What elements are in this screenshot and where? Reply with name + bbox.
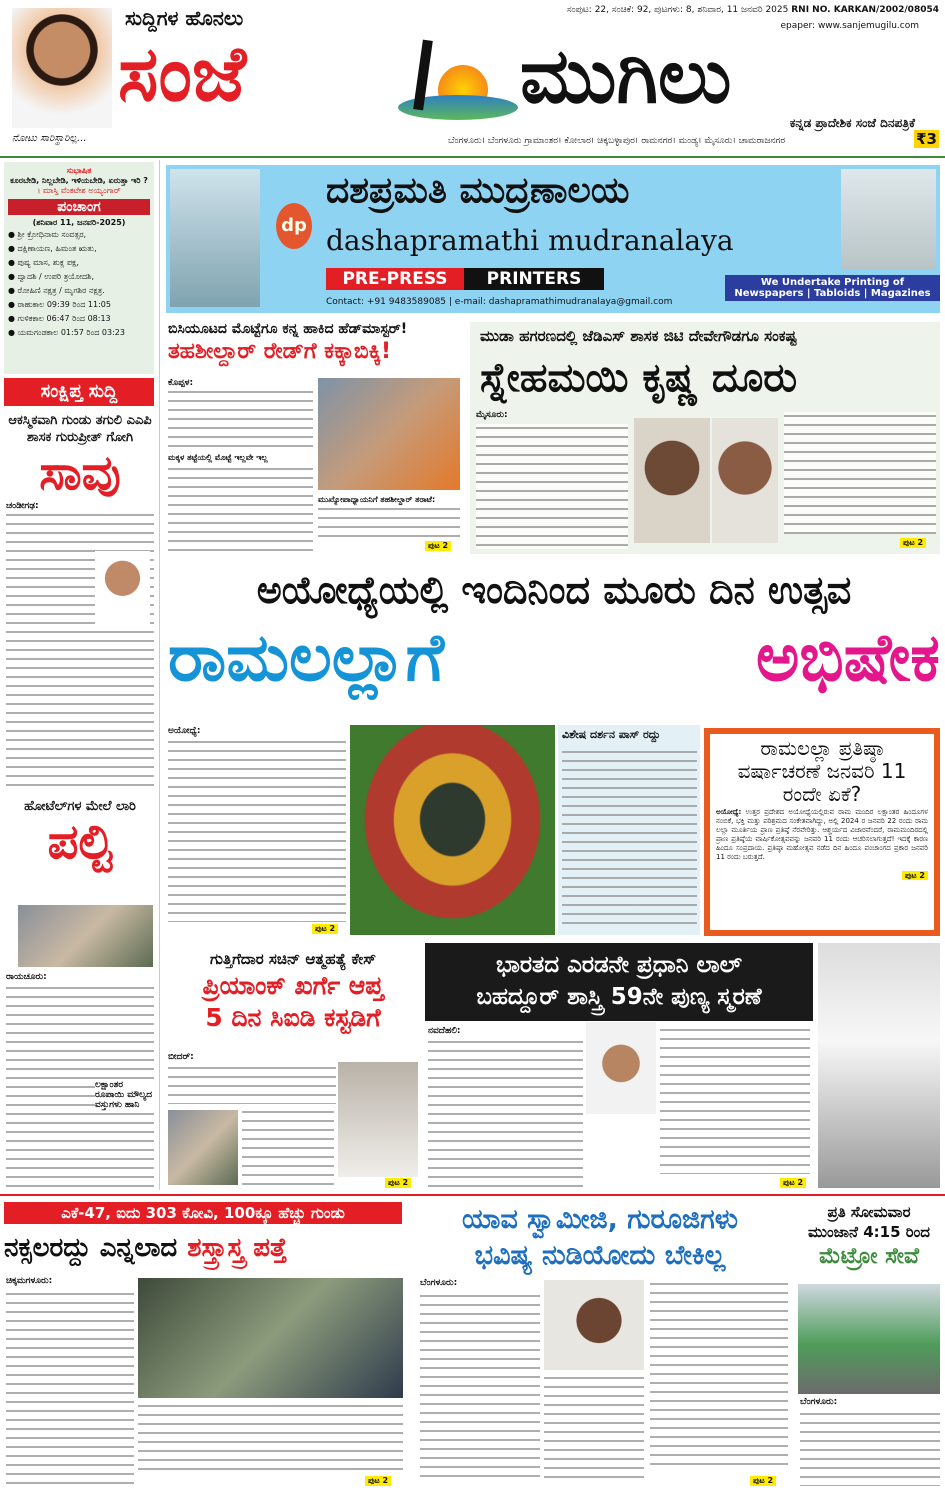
subhashita: ಕೂರಬೇಡಿ, ನಿಲ್ಲಬೇಡಿ, ಇಳಿಯಬೇಡಿ, ಏರುತ್ತಾ ಇರಿ ? [10, 176, 148, 185]
cid-head2[interactable]: 5 ದಿನ ಸಿಐಡಿ ಕಸ್ಟಡಿಗೆ [205, 1003, 381, 1032]
metro-headlines [795, 1202, 943, 1272]
banner-page-ref[interactable]: ಪುಟ 2 [312, 924, 338, 934]
raid-dateline: ಕೊಪ್ಪಳ: [168, 378, 194, 388]
section-divider [0, 1194, 945, 1196]
snehamayi-photo [712, 418, 778, 543]
panchanga-date: (ಶನಿವಾರ 11, ಜನವರಿ-2025) [32, 218, 126, 227]
lorry-photo [18, 905, 153, 967]
ad-contact: Contact: +91 9483589085 | e-mail: dashapramathimudranalaya@gmail.com [326, 297, 673, 307]
sneha-page-ref[interactable]: ಪುಟ 2 [900, 538, 926, 548]
subtitle: ಕನ್ನಡ ಪ್ರಾದೇಶಿಕ ಸಂಜೆ ದಿನಪತ್ರಿಕೆ [789, 116, 915, 130]
brief-story2-top [6, 798, 154, 870]
panchanga-item: ● ಯಮಗಂಡಕಾಲ 01:57 ರಿಂದ 03:23 [8, 328, 125, 337]
raid-column-right [318, 494, 460, 540]
raid-head[interactable]: ತಹಶೀಲ್ದಾರ್ ರೇಡ್‌ಗೆ ಕಕ್ಕಾಬಿಕ್ಕಿ! [168, 339, 392, 364]
brief-story1-dateline: ಚಂಡೀಗಢ: [6, 501, 39, 512]
shastri-full-photo [818, 943, 940, 1188]
sneha-body [476, 424, 628, 549]
swamiji-page-ref[interactable]: ಪುಟ 2 [750, 1476, 776, 1486]
raid-headlines [168, 320, 465, 366]
shastri-header [425, 943, 813, 1021]
masthead-divider [0, 156, 945, 158]
cid-head1[interactable]: ಪ್ರಿಯಾಂಕ್ ಖರ್ಗೆ ಆಪ್ತ [202, 971, 384, 1000]
dp-logo: dp [276, 203, 312, 249]
panchanga-item: ● ದಕ್ಷಿಣಾಯಣ, ಹಿಮಂತ ಋತು, [8, 244, 97, 253]
devegowda-photo [634, 418, 710, 543]
rni: RNI NO. KARKAN/2002/08054 [791, 5, 939, 15]
naxal-body-2 [138, 1402, 403, 1474]
banner-head-pink[interactable]: ಅಭಿಷೇಕ [755, 619, 940, 696]
swamiji-headlines [410, 1202, 790, 1274]
ad-undertake [725, 275, 940, 301]
epaper-link[interactable]: epaper: www.sanjemugilu.com [780, 21, 919, 31]
swamiji-head2[interactable]: ಭವಿಷ್ಯ ನುಡಿಯೋದು ಬೇಕಿಲ್ಲ [474, 1240, 726, 1271]
shastri-head1[interactable]: ಭಾರತದ ಎರಡನೇ ಪ್ರಧಾನಿ ಲಾಲ್ [496, 952, 742, 978]
raid-sub1: ಮಕ್ಕಳ ತಟ್ಟೆಯಲ್ಲಿ ಮೊಟ್ಟೆ ಇಲ್ಲವೇ ಇಲ್ಲ [168, 453, 268, 462]
shastri-dateline: ನವದೆಹಲಿ: [428, 1026, 461, 1036]
brief-story1-kicker[interactable]: ಆಕಸ್ಮಿಕವಾಗಿ ಗುಂಡು ತಗುಲಿ ಎಎಪಿ ಶಾಸಕ ಗುರುಪ್ರೀತ್ ಗೋಗಿ [8, 413, 152, 445]
panchanga-item: ● ಶ್ರೀ ಕ್ರೋಧಿನಾಮ ಸಂವತ್ಸರ, [8, 230, 87, 239]
sneha-body-2 [784, 412, 936, 534]
tagline: ಸುದ್ದಿಗಳ ಹೊನಲು [125, 6, 244, 30]
naxal-photo [138, 1278, 403, 1398]
press-machine-photo [170, 169, 260, 307]
naxal-dateline: ಚಿಕ್ಕಮಗಳೂರು: [6, 1276, 53, 1286]
anniversary-head[interactable]: ರಾಮಲಲ್ಲಾ ಪ್ರತಿಷ್ಠಾ ವರ್ಷಾಚರಣೆ ಜನವರಿ 11 ರಂದೇ ಏಕೆ? [737, 736, 907, 806]
subhashita-author: । ಮಾಸ್ತಿ ವೆಂಕಟೇಶ ಅಯ್ಯಂಗಾರ್ [37, 186, 121, 195]
panchanga-item: ● ಪುಷ್ಯ ಮಾಸ, ಶುಕ್ಲ ಪಕ್ಷ, [8, 258, 79, 267]
shastri-page-ref[interactable]: ಪುಟ 2 [780, 1178, 806, 1188]
naxal-body [6, 1290, 134, 1486]
panchanga-list [8, 228, 150, 340]
brief-title: ಸಂಕ್ಷಿಪ್ತ ಸುದ್ದಿ [4, 378, 154, 406]
sneha-kicker[interactable]: ಮುಡಾ ಹಗರಣದಲ್ಲಿ ಜೆಡಿಎಸ್ ಶಾಸಕ ಜಿಟಿ ದೇವೇಗೌಡಗೂ ಸಂಕಷ್ಟ [480, 327, 797, 345]
cid-body [168, 1064, 336, 1104]
cid-dateline: ಬೀದರ್: [168, 1052, 194, 1062]
swamiji-head1[interactable]: ಯಾವ ಸ್ವಾಮೀಜಿ, ಗುರೂಜಿಗಳು [462, 1204, 738, 1235]
price: ₹3 [916, 130, 937, 148]
panchanga-item: ● ಗುಳಿಕಕಾಲ 06:47 ರಿಂದ 08:13 [8, 314, 111, 323]
cid-page-ref[interactable]: ಪುಟ 2 [385, 1178, 411, 1188]
metro-body [800, 1410, 940, 1486]
prepress-label: PRE-PRESS [326, 268, 464, 290]
shastri-body [428, 1038, 583, 1188]
editions: ಬೆಂಗಳೂರು। ಬೆಂಗಳೂರು ಗ್ರಾಮಾಂತರ। ಕೋಲಾರ। ಚಿಕ್ಕಬಳ್ಳಾಪುರ। ರಾಮನಗರ। ಮಂಡ್ಯ। ಮೈಸೂರು। ಚಾಮರಾಜನಗರ [448, 136, 786, 146]
left-column-divider [159, 160, 160, 1190]
brief-story2-kicker[interactable]: ಹೋಟೆಲ್‌ಗಳ ಮೇಲೆ ಲಾರಿ [24, 799, 136, 814]
raid-column-left [168, 378, 313, 551]
brief-story2-dateline: ರಾಯಚೂರು: [6, 972, 47, 982]
naxal-head-red[interactable]: ಶಸ್ತ್ರಾಸ್ತ್ರ ಪತ್ತೆ [187, 1233, 287, 1263]
shastri-portrait [586, 1022, 656, 1114]
title-right: ಮುಗಿಲು [520, 31, 732, 120]
naxal-headline [4, 1230, 287, 1266]
brief-story1-head[interactable]: ಸಾವು [39, 445, 121, 501]
swamiji-dateline: ಬೆಂಗಳೂರು: [420, 1278, 458, 1288]
brief-story2-note: ಲಕ್ಷಾಂತರ ರೂಪಾಯಿ ಮೌಲ್ಯದ ವಸ್ತುಗಳು ಹಾನಿ [95, 1080, 155, 1110]
ad-title-kn: ದಶಪ್ರಮತಿ ಮುದ್ರಣಾಲಯ [326, 170, 630, 211]
palm-sun-logo [388, 40, 518, 120]
swamiji-body-2 [544, 1374, 644, 1484]
anniversary-box [704, 728, 940, 936]
anniversary-body-wrap [716, 808, 928, 862]
brief-story1 [6, 412, 154, 790]
panchanga-item: ● ದ್ವಾದಶಿ / ಉಪರಿ ತ್ರಯೋದಶಿ, [8, 272, 95, 281]
anniversary-page-ref[interactable]: ಪುಟ 2 [902, 871, 928, 880]
shastri-body-2 [660, 1026, 810, 1174]
printing-ad[interactable] [166, 165, 940, 313]
pass-head[interactable]: ವಿಶೇಷ ದರ್ಶನ ಪಾಸ್ ರದ್ದು [562, 728, 661, 741]
metro-kicker1[interactable]: ಪ್ರತಿ ಸೋಮವಾರ [827, 1203, 911, 1221]
panchanga-title: ಪಂಚಾಂಗ [8, 199, 150, 215]
raid-kicker[interactable]: ಬಿಸಿಯೂಟದ ಮೊಟ್ಟೆಗೂ ಕನ್ನ ಹಾಕಿದ ಹೆಡ್‌ಮಾಸ್ಟರ್! [168, 321, 408, 337]
cid-body-2 [242, 1108, 334, 1186]
shastri-head2[interactable]: ಬಹದ್ದೂರ್ ಶಾಸ್ತ್ರಿ 59ನೇ ಪುಣ್ಯ ಸ್ಮರಣೆ [476, 984, 762, 1010]
mla-photo [95, 551, 150, 629]
banner-body [168, 738, 346, 922]
cid-kicker[interactable]: ಗುತ್ತಿಗೆದಾರ ಸಚಿನ್ ಆತ್ಮಹತ್ಯೆ ಕೇಸ್ [209, 950, 377, 968]
sachin-photo [168, 1110, 238, 1185]
undertake-line2: Newspapers | Tabloids | Magazines [734, 288, 931, 299]
metro-kicker2[interactable]: ಮುಂಜಾನೆ 4:15 ರಿಂದ [807, 1223, 930, 1241]
undertake-line1: We Undertake Printing of [760, 277, 905, 288]
metro-dateline: ಬೆಂಗಳೂರು: [800, 1397, 838, 1407]
banner-heads [168, 619, 940, 696]
raid-sub2: ಮುಖ್ಯೋಪಾಧ್ಯಾಯನಿಗೆ ತಹಶೀಲ್ದಾರ್ ತರಾಟೆ: [318, 495, 436, 504]
title-left: ಸಂಜೆ [118, 29, 247, 118]
naxal-head-black[interactable]: ನಕ್ಸಲರದ್ದು ಎನ್ನಲಾದ [4, 1233, 178, 1263]
subhashita-label: ಸುಭಾಷಿತ [66, 166, 92, 175]
raid-body-b [168, 465, 313, 551]
cid-headlines [168, 948, 418, 1034]
sneha-dateline: ಮೈಸೂರು: [476, 410, 508, 420]
pass-body [562, 748, 697, 931]
printers-label: PRINTERS [464, 268, 604, 290]
brief-story1-body-wrap [6, 511, 154, 790]
naxal-page-ref[interactable]: ಪುಟ 2 [365, 1476, 391, 1486]
metro-train-photo [798, 1284, 940, 1394]
printer-machine-photo [841, 169, 936, 269]
raid-photo [318, 378, 460, 490]
accused-photo [338, 1062, 418, 1177]
raid-body-2 [318, 505, 460, 540]
panchanga-item: ● ರೋಹಿಣಿ ನಕ್ಷತ್ರ / ಮೃಗಶಿರ ನಕ್ಷತ್ರ. [8, 286, 105, 295]
anniversary-dateline: ಅಯೋಧ್ಯೆ: [716, 808, 742, 816]
panchanga-item: ● ರಾಹುಕಾಲ 09:39 ರಿಂದ 11:05 [8, 300, 111, 309]
swamiji-body [420, 1292, 540, 1484]
anniversary-body: ಉತ್ತರ ಪ್ರದೇಶದ ಅಯೋಧ್ಯೆಯಲ್ಲಿರುವ ರಾಮ ಮಂದಿರ ಲಕ್ಷಾಂತರ ಹಿಂದೂಗಳ ನಂಬಿಕೆ, ಭಕ್ತಿ ಮತ್ತು ಪರಿಶ್ರಮದ ಸಂಕೇತವಾಗಿದ್ದು, ಅಲ್ಲಿ 2024 ರ ಜನವರಿ 22 ರಂದು ರಾಮ ಲಲ್ಲಾ ಮೂರ್ತಿಯ ಪ್ರಾಣ ಪ್ರತಿಷ್ಠೆ ನೆರವೇರಿತ್ತು. ಆಶ್ಚರ್ಯದ ವಿಚಾರವೆಂದರೆ, ರಾಮಮಂದಿರದಲ್ಲಿ ಪ್ರಾಣ ಪ್ರತಿಷ್ಠೆಯ ವಾರ್ಷಿಕೋತ್ಸವವನ್ನು ಜನವರಿ 11 ರಂದು ಆಚರಿಸಲಾಗುತ್ತದೆ! ಇದಕ್ಕೆ ಕಾರಣ ಹಿಂದೂ ಸಂಪ್ರದಾಯ. ಪ್ರತಿಷ್ಠಾ ಮಹೋತ್ಸವ ನಡೆದ ದಿನ ಹಿಂದೂ ಪಂಚಾಂಗದ ಪ್ರಕಾರ ಜನವರಿ 11 ರಂದು ಬರುತ್ತದೆ. [716, 808, 928, 861]
ramlalla-photo [350, 725, 555, 935]
naxal-kicker[interactable]: ಎಕೆ-47, ಐದು 303 ಕೋವಿ, 100ಕ್ಕೂ ಹೆಚ್ಚು ಗುಂಡು [4, 1202, 402, 1224]
brief-story2-head[interactable]: ಪಲ್ಟಿ [47, 814, 113, 870]
editor-photo [12, 8, 112, 128]
issue-info [567, 4, 939, 16]
banner-kicker[interactable]: ಅಯೋಧ್ಯೆಯಲ್ಲಿ ಇಂದಿನಿಂದ ಮೂರು ದಿನ ಉತ್ಸವ [256, 568, 852, 612]
raid-body [168, 388, 313, 450]
ad-title-en: dashapramathi mudranalaya [326, 224, 734, 257]
anniversary-ref-row [716, 863, 928, 882]
swamiji-body-3 [650, 1280, 788, 1472]
issue-text: ಸಂಪುಟ: 22, ಸಂಚಿಕೆ: 92, ಪುಟಗಳು: 8, ಶನಿವಾರ, 11 ಜನವರಿ 2025 [566, 5, 789, 15]
banner-dateline: ಅಯೋಧ್ಯೆ: [168, 726, 201, 736]
panchanga-box [4, 162, 154, 374]
metro-head[interactable]: ಮೆಟ್ರೋ ಸೇವೆ [819, 1244, 919, 1269]
banner-head-blue[interactable]: ರಾಮಲಲ್ಲಾಗೆ [168, 619, 445, 696]
raid-page-ref[interactable]: ಪುಟ 2 [425, 541, 451, 551]
dkshivakumar-photo [544, 1280, 644, 1370]
sneha-head[interactable]: ಸ್ನೇಹಮಯಿ ಕೃಷ್ಣ ದೂರು [480, 355, 798, 401]
signature: ನೋಟು ಸಾರಿಸ್ಥಾರಿಲ್ಲ... [12, 133, 87, 144]
